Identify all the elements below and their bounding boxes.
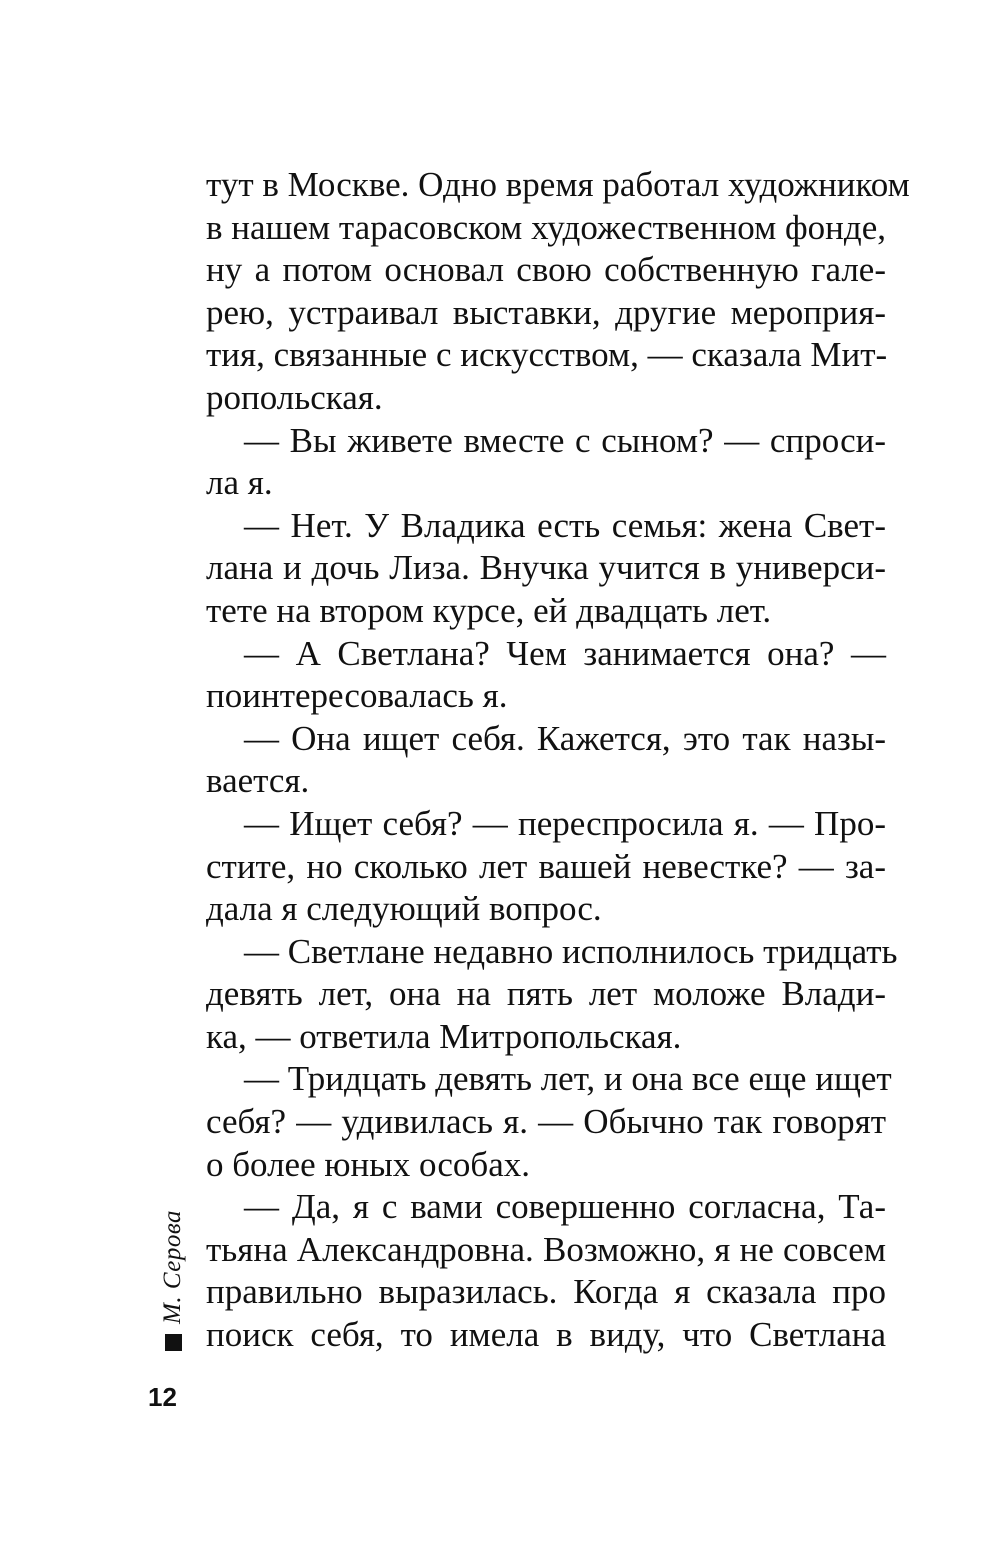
text-line: ла я. — [206, 463, 273, 503]
text-line: — Ищет себя? — переспросила я. — Про- — [244, 803, 886, 843]
text-line: поиск себя, то имела в виду, что Светлана — [206, 1315, 886, 1355]
text-line: ропольская. — [206, 377, 383, 417]
body-text — [206, 164, 910, 1357]
text-line: — Вы живете вместе с сыном? — спроси- — [244, 420, 886, 460]
text-line: — Тридцать девять лет, и она все еще ищет — [244, 1059, 892, 1099]
text-line: дала я следующий вопрос. — [206, 889, 602, 929]
text-line: о более юных особах. — [206, 1144, 531, 1184]
text-line: поинтересовалась я. — [206, 676, 508, 716]
text-line: — Она ищет себя. Кажется, это так назы- — [244, 718, 886, 758]
text-line: тут в Москве. Одно время работал художником — [206, 165, 910, 204]
text-line: — Светлане недавно исполнилось тридцать — [244, 931, 898, 971]
text-line: — А Светлана? Чем занимается она? — — [244, 633, 886, 673]
text-line: тия, связанные с искусством, — сказала Мит- — [206, 335, 888, 375]
text-line: ну а потом основал свою собственную гале- — [206, 250, 886, 290]
author-name: М. Серова — [159, 1210, 186, 1324]
text-line: стите, но сколько лет вашей невестке? — за- — [206, 846, 886, 886]
text-line: себя? — удивилась я. — Обычно так говорят — [206, 1102, 886, 1142]
running-head — [160, 1210, 186, 1362]
text-line: вается. — [206, 761, 310, 801]
text-line: тете на втором курсе, ей двадцать лет. — [206, 590, 772, 630]
text-line: лана и дочь Лиза. Внучка учится в универси- — [206, 548, 886, 588]
text-line: — Да, я с вами совершенно согласна, Та- — [244, 1187, 886, 1227]
text-line: — Нет. У Владика есть семья: жена Свет- — [244, 505, 886, 545]
text-line: правильно выразилась. Когда я сказала про — [206, 1272, 886, 1312]
text-line: рею, устраивал выставки, другие мероприя- — [206, 292, 886, 332]
page-number: 12 — [148, 1382, 177, 1412]
text-line: тьяна Александровна. Возможно, я не совсем — [206, 1229, 886, 1269]
text-line: девять лет, она на пять лет моложе Влади- — [206, 974, 886, 1014]
text-line: в нашем тарасовском художественном фонде, — [206, 207, 886, 247]
square-marker-icon — [165, 1334, 182, 1351]
text-line: ка, — ответила Митропольская. — [206, 1016, 682, 1056]
